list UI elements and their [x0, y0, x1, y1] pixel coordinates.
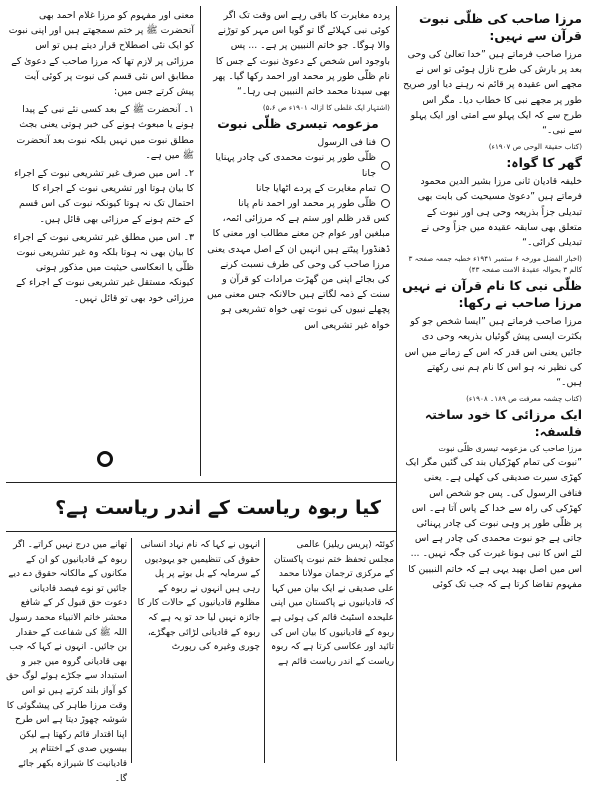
- bullet-icon: [381, 184, 390, 193]
- paragraph: معنی اور مفہوم کو مرزا غلام احمد بھی آنحضرت ﷺ پر ختم سمجھتے ہیں اور اپنی نبوت کو ایک نئی اصطلاح قرار دیتے ہیں تو اس مرزائی پر لازم تھا کہ مرزا صاحب کے دعویٰ کے مطابق اس نئی قسم کی نبوت پر کوئی آیت پیش کرتے جس میں:: [8, 10, 194, 98]
- numbered-point-1: ۱۔ آنحضرت ﷺ کے بعد کسی نئے نبی کے پیدا ہونے یا مبعوث ہونے کی خبر ہوتی یعنی بجث مطلق نبوت میں نہیں بلکہ نبوت بعد آنحضرت ﷺ میں ہے۔: [16, 104, 194, 161]
- list-item: تمام مغایرت کے پردے اٹھایا جانا: [206, 181, 390, 196]
- citation: (کتاب چشمہ معرفت ص ۱۸۹۔ ۱۹۰۸ء): [466, 394, 582, 404]
- column-middle: [206, 8, 390, 476]
- citation: (اخبار الفضل مورخہ ۶ ستمبر ۱۹۴۱ء خطبہ جمعہ صفحہ ۳ کالم ۳ بحوالہ عقیدۃ الامت صفحہ ۴۳): [408, 254, 582, 275]
- heading-ghar-ka-gawah: گھر کا گواہ:: [506, 155, 582, 171]
- citation: (کتاب حقیقۃ الوحی ص ۱۹۰۷ء): [488, 142, 582, 152]
- article-divider: [264, 538, 265, 763]
- paragraph: پردہ مغایرت کا باقی رہے اس وقت تک اگر کوئی نبی کہلائے گا تو گویا اس مہر کو توڑنے والا ہوگا۔ جو خاتم النبیین پر ہے۔ ... پس باوجود اس شخص کے دعویٰ نبوت کے جس کا نام ظلّی طور پر محمد اور احمد رکھا گیا۔ پھر بھی سیدنا محمد خاتم النبیین ہی رہا۔“: [213, 10, 390, 98]
- article-column-left: [6, 538, 127, 784]
- paragraph: خلیفہ قادیان ثانی مرزا بشیر الدین محمود فرماتے ہیں ”دعویٰ مسیحیت کی بابت بھی تبدیلی جزاً بذریعہ وحی ہی اور نبوت کے متعلق بھی سابقہ عقیدہ میں جزاً وحی نے تبدیلی کرائی۔“: [417, 176, 582, 249]
- quote-paragraph: ”نبوت کی تمام کھڑکیاں بند کی گئیں مگر ایک کھڑی سیرت صدیقی کی کھلی ہے۔ یعنی فنافی الرسول کی۔ پس جو شخص اس کھڑکی کی راہ سے خدا کے پاس آتا ہے۔ اس پر ظلّی طور پر وہی نبوت کی چادر پہنائی جاتی ہے جو نبوت محمدی کی چادر ہے اس لئے اس کا نبی ہونا غیرت کی جگہ نہیں۔ ... اس میں اصل بھید یہی ہے کہ خاتم النبیین کا مفہوم تقاضا کرتا ہے کہ جب تک کوئی: [405, 457, 582, 590]
- citation: (اشتہار ایک غلطی کا ازالہ ۱۹۰۱ء ص ۵،۶): [262, 103, 390, 113]
- bullet-icon: [381, 199, 390, 208]
- article-column-middle: [136, 538, 260, 766]
- bullet-icon: [381, 138, 390, 147]
- list-item: فنا فی الرسول: [206, 135, 390, 150]
- article-paragraph: کوئٹہ (پریس ریلیز) عالمی مجلس تحفظ ختم نبوت پاکستان کے مرکزی ترجمان مولانا محمد علی صدیقی نے ایک بیان میں کہا کہ قادیانیوں نے پاکستان میں اپنی علیحدہ اسٹیٹ قائم کی ہوئی ہے ربوہ کے قادیانیوں کا بیان اس کی تائید اور عکاسی کرتا ہے کہ ربوہ ریاست کے اندر ریاست قائم ہے: [270, 540, 394, 667]
- heading-zilli-nubuwwat: مرزا صاحب کی ظلّی نبوت قرآن سے نہیں:: [418, 11, 582, 43]
- column-divider: [396, 6, 397, 761]
- article-paragraph: تھانے میں درج نہیں کراتے۔ اگر ربوہ کے قادیانیوں کو ان کے مکانوں کے مالکانہ حقوق دے دیے جائیں تو نوے فیصد قادیانی دعوت حق قبول کر کے شافع محشر خاتم الانبیاء محمد رسول اللہ ﷺ کی شفاعت کے حقدار بن جائیں۔ انہوں نے کہا کہ جب بھی قادیانی گروہ میں جبر و استبداد سے جکڑے ہوئے لوگ حق کو آواز بلند کرتے ہیں تو اس وقت مرزا طاہر کی پیشگوئی کا شوشہ چھوڑ دیتا ہے اس طرح اپنا اقتدار قائم رکھتا ہے لیکن بیسویں صدی کے اختتام پر قادیانیت کا شیرازہ بکھر جائے گا۔: [6, 540, 127, 784]
- headline-rule-bottom: [6, 531, 396, 532]
- subheading: مرزا صاحب کی مزعومہ تیسری ظلّی نبوت: [438, 444, 582, 454]
- column-divider: [200, 6, 201, 476]
- article-headline: کیا ربوہ ریاست کے اندر ریاست ہے؟: [55, 497, 381, 519]
- heading-zilli-nabi-naam: ظلّی نبی کا نام قرآن نے نہیں مرزا صاحب نے رکھا:: [402, 278, 582, 311]
- numbered-point-3: ۳۔ اس میں مطلق غیر تشریعی نبوت کے اجراء کا بیان بھی نہ ہوتا بلکہ وہ غیر تشریعی نبوت ظلّی یا انعکاسی حیثیت میں مذکور ہوتی کیونکہ مستقل غیر تشریعی نبوت کے اجراء کے مرزائی خود بھی تو قائل نہیں۔: [13, 231, 194, 304]
- heading-teesri-zilli-nubuwwat: مزعومہ تیسری ظلّی نبوت: [217, 116, 379, 132]
- article-column-right: [270, 538, 394, 766]
- article-divider: [131, 538, 132, 763]
- end-mark-icon: [97, 451, 113, 467]
- column-right: [402, 8, 582, 773]
- column-left: [8, 8, 194, 403]
- article-paragraph: انہوں نے کہا کہ نام نہاد انسانی حقوق کی تنظیمیں جو یہودیوں کے سرمایہ کے بل بوتے پر پل رہی ہیں انہوں نے ربوہ کے مظلوم قادیانیوں کے حالات کار کا جائزہ نہیں لیا حد تو یہ ہے کہ ربوہ کے قادیانی لڑائی جھگڑے، چوری وغیرہ کی رپورٹ: [137, 540, 260, 653]
- bullet-icon: [381, 161, 390, 170]
- quote-paragraph: مرزا صاحب فرماتے ہیں ”ایسا شخص جو کو بکثرت ایسی پیش گوئیاں بذریعہ وحی دی جائیں یعنی اس قدر کہ اس کے زمانے میں اس کی نظیر نہ ہو اس کا نام ہم نبی رکھتے ہیں۔“: [404, 316, 582, 389]
- quote-paragraph: مرزا صاحب فرماتے ہیں ”خدا تعالیٰ کی وحی بعد پر بارش کی طرح نازل ہوئی تو اس نے مجھے اس عقیدہ پر قائم نہ رہنے دیا اور صریح طور پر مجھے نبی کا خطاب دیا۔ مگر اس طرح سے کہ ایک پہلو سے امتی اور ایک پہلو سے نبی۔“: [403, 49, 582, 137]
- numbered-point-2: ۲۔ اس میں صرف غیر تشریعی نبوت کے اجراء کا بیان ہوتا اور تشریعی نبوت کے اجراء کا احتمال تک نہ ہوتا کیونکہ نبوت کی اس قسم کے ختم ہونے کے مرزائی بھی قائل ہیں۔: [14, 168, 194, 225]
- paragraph: کس قدر ظلم اور ستم ہے کہ مرزائی ائمہ، مبلغین اور عوام جن معنے مطالب اور معنی کا ڈھنڈورا پیٹتے ہیں انہیں ان کے اصل مہدی یعنی مرزا صاحب کی وحی کی طرف نسبت کرنے کی بجائے اپنی من گھڑت مرادات کو قرآن و سنت کے ذمہ لگاتے ہیں حالانکہ جس معنی میں پچھلے نبیوں کی نبوت تھی خواہ تشریعی ہو خواہ غیر تشریعی اس: [206, 213, 390, 331]
- list-item: ظلّی طور پر نبوت محمدی کی چادر پہنایا جانا: [206, 150, 390, 180]
- headline-rule-top: [6, 482, 396, 483]
- list-item: ظلّی طور پر محمد اور احمد نام پانا: [206, 196, 390, 211]
- heading-falsafa: ایک مرزائی کا خود ساختہ فلسفہ:: [424, 407, 582, 440]
